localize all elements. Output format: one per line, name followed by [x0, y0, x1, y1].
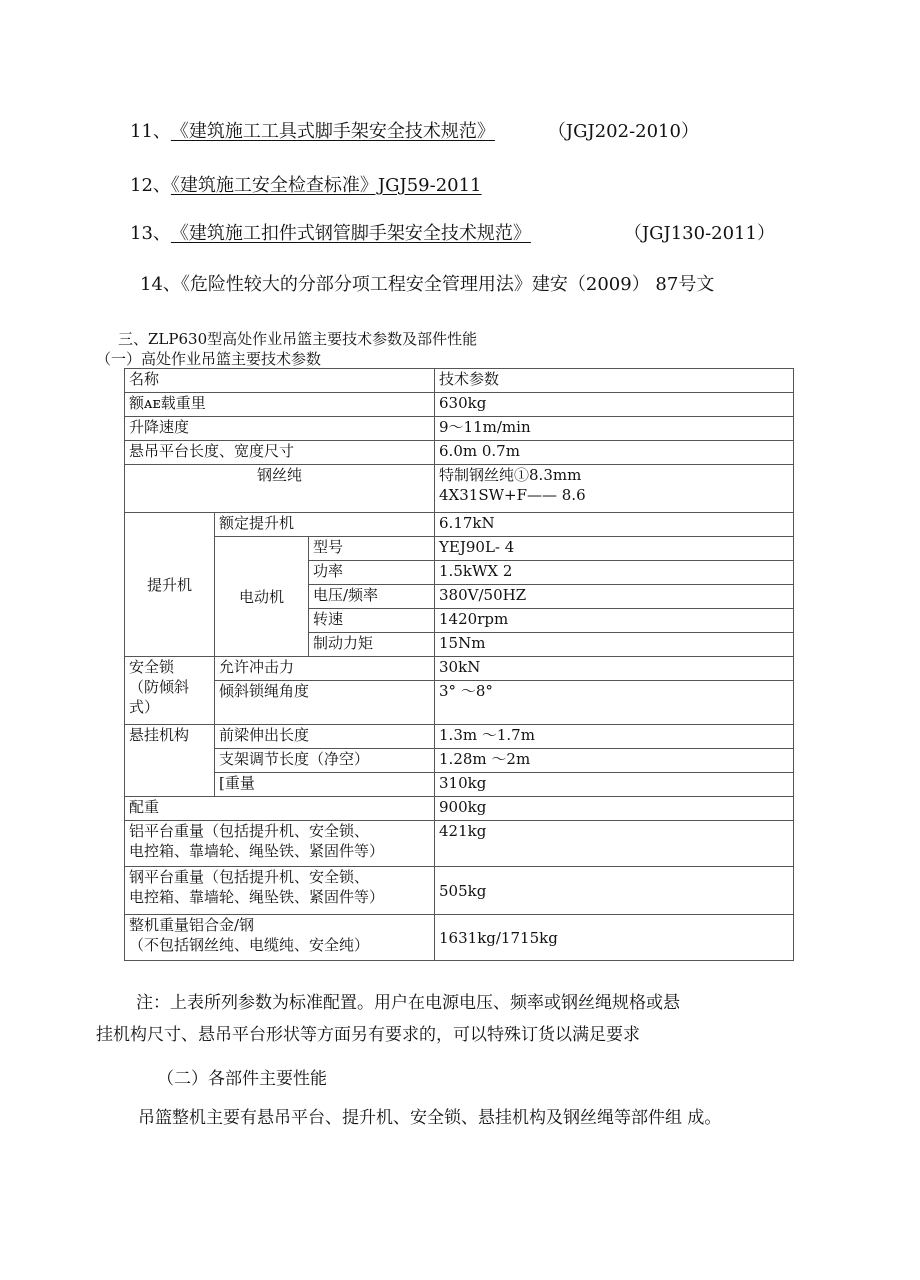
rope-spec-1: 特制钢丝纯①8.3mm: [439, 466, 582, 484]
row-value: 3° 〜8°: [435, 681, 794, 725]
row-label: 钢平台重量（包括提升机、安全锁、 电控箱、靠墙轮、绳坠铁、紧固件等）: [125, 867, 435, 915]
row-label: [重量: [215, 773, 435, 797]
table-row: [125, 681, 794, 725]
reference-11: [130, 117, 699, 143]
row-label: 制动力矩: [309, 633, 435, 657]
reference-14: [140, 270, 714, 296]
reference-title: 《建筑施工扣件式钢管脚手架安全技术规范》: [170, 223, 531, 244]
table-row: [125, 465, 794, 513]
row-label: 倾斜锁绳角度: [215, 681, 435, 725]
reference-number: 14、: [140, 274, 181, 295]
header-param: 技术参数: [435, 369, 794, 393]
row-value: 1.28m 〜2m: [435, 749, 794, 773]
row-value: [435, 465, 794, 513]
row-value: 630kg: [435, 393, 794, 417]
group-lock: 安全锁 （防倾斜 式）: [125, 657, 215, 725]
row-value: 421kg: [435, 821, 794, 867]
spec-table: [124, 368, 794, 961]
reference-13: [130, 219, 775, 245]
reference-title: 《建筑施工工具式脚手架安全技术规范》: [170, 121, 495, 142]
row-value: 15Nm: [435, 633, 794, 657]
reference-code: （JGJ202-2010）: [547, 121, 699, 142]
table-row: [125, 867, 794, 915]
row-value: 1631kg/1715kg: [435, 915, 794, 961]
row-label: 型号: [309, 537, 435, 561]
reference-number: 12、: [130, 175, 171, 196]
row-value: 380V/50HZ: [435, 585, 794, 609]
table-row: [125, 773, 794, 797]
table-row: [125, 657, 794, 681]
row-label: 转速: [309, 609, 435, 633]
table-row: [125, 725, 794, 749]
reference-number: 11、: [130, 121, 171, 142]
table-row: [125, 749, 794, 773]
reference-12: [130, 171, 482, 197]
reference-number: 13、: [130, 223, 171, 244]
section3-title: 三、ZLP630型高处作业吊篮主要技术参数及部件性能: [118, 330, 478, 348]
row-label: 功率: [309, 561, 435, 585]
row-value: 900kg: [435, 797, 794, 821]
sub2-title: （二）各部件主要性能: [157, 1069, 327, 1089]
row-label: 悬吊平台长度、宽度尺寸: [125, 441, 435, 465]
table-row: [125, 537, 794, 561]
table-row: [125, 915, 794, 961]
table-header-row: [125, 369, 794, 393]
row-label: 升降速度: [125, 417, 435, 441]
table-row: [125, 821, 794, 867]
table-row: [125, 393, 794, 417]
row-value: 9〜11m/min: [435, 417, 794, 441]
group-suspension: 悬挂机构: [125, 725, 215, 797]
reference-title: 《危险性较大的分部分项工程安全管理用法》建安（2009） 87号文: [180, 274, 715, 295]
note-line-1: 注：上表所列参数为标准配置。用户在电源电压、频率或钢丝绳规格或悬: [136, 993, 680, 1013]
components-paragraph: 吊篮整机主要有悬吊平台、提升机、安全锁、悬挂机构及钢丝绳等部件组 成。: [138, 1108, 722, 1128]
row-value: 6.17kN: [435, 513, 794, 537]
row-label: 允许冲击力: [215, 657, 435, 681]
reference-code: （JGJ130-2011）: [623, 223, 775, 244]
sub1-title: （一）高处作业吊篮主要技术参数: [96, 350, 322, 368]
row-value: 310kg: [435, 773, 794, 797]
table-row: [125, 797, 794, 821]
row-label: 额定提升机: [215, 513, 435, 537]
row-value: YEJ90L- 4: [435, 537, 794, 561]
row-value: 1420rpm: [435, 609, 794, 633]
row-value: 6.0m 0.7m: [435, 441, 794, 465]
row-label: 额ᴀᴇ载重里: [125, 393, 435, 417]
table-row: [125, 441, 794, 465]
row-label: 整机重量铝合金/钢 （不包括钢丝纯、电缆纯、安全纯）: [125, 915, 435, 961]
rope-spec-2: 4X31SW+F—— 8.6: [439, 486, 586, 504]
row-label: 电压/频率: [309, 585, 435, 609]
table-row: [125, 513, 794, 537]
row-label: 铝平台重量（包括提升机、安全锁、 电控箱、靠墙轮、绳坠铁、紧固件等）: [125, 821, 435, 867]
row-label: 前梁伸出长度: [215, 725, 435, 749]
table-row: [125, 417, 794, 441]
row-value: 30kN: [435, 657, 794, 681]
row-value: 505kg: [435, 867, 794, 915]
note-line-2: 挂机构尺寸、悬吊平台形状等方面另有要求的，可以特殊订货以满足要求: [96, 1025, 640, 1045]
row-label: 钢丝纯: [125, 465, 435, 513]
group-motor: 电动机: [215, 537, 309, 657]
row-label: 配重: [125, 797, 435, 821]
row-value: 1.5kWX 2: [435, 561, 794, 585]
header-name: 名称: [125, 369, 435, 393]
row-value: 1.3m 〜1.7m: [435, 725, 794, 749]
reference-title: 《建筑施工安全检查标准》JGJ59-2011: [170, 175, 482, 196]
group-hoist: 提升机: [125, 513, 215, 657]
row-label: 支架调节长度（净空）: [215, 749, 435, 773]
